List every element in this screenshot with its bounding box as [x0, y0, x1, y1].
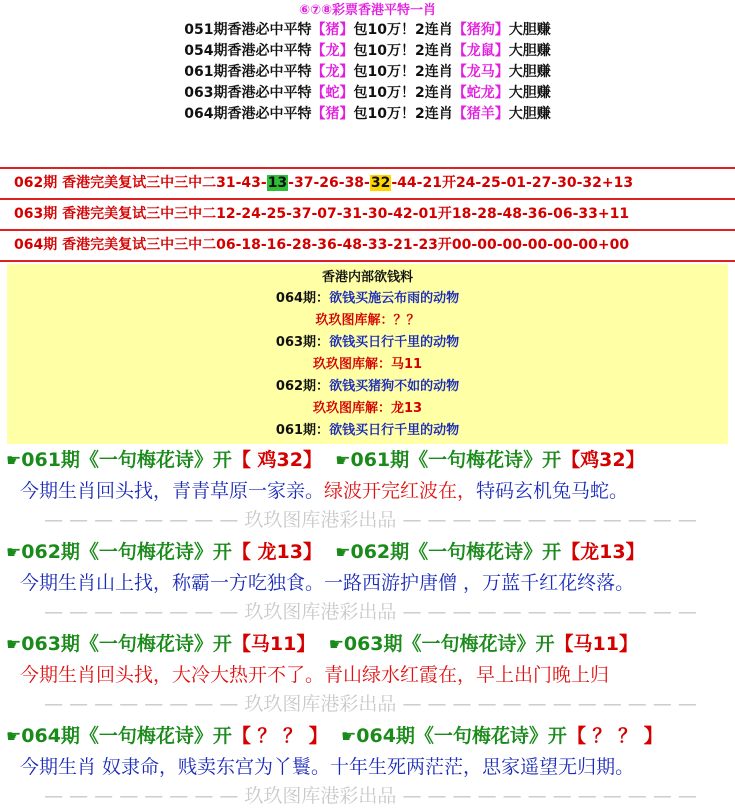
poem-header: [6, 628, 735, 660]
draw-text: -44-21开24-25-01-27-30-32+13: [391, 175, 634, 191]
insider-answer: 玖玖图库解：马11: [312, 357, 423, 372]
prediction-pair: 【猪羊】: [452, 106, 509, 122]
poem-verse: [6, 752, 735, 782]
poem-title: 062期《一句梅花诗》开: [21, 541, 232, 563]
prediction-suffix: 大胆赚: [508, 22, 551, 38]
insider-period: 062期：: [275, 379, 330, 394]
poem-title: 061期《一句梅花诗》开: [21, 449, 232, 471]
draw-results: [0, 167, 735, 262]
poem-zodiac: 【马11】: [231, 633, 316, 655]
poem-list: [0, 444, 735, 810]
prediction-line: [0, 104, 735, 125]
insider-period: 064期：: [275, 291, 330, 306]
poem-title: 064期《一句梅花诗》开: [21, 725, 232, 747]
insider-riddle: 欲钱买猪狗不如的动物: [329, 379, 460, 394]
prediction-suffix: 大胆赚: [508, 85, 551, 101]
draw-text: 064期 香港完美复试三中三中二06-18-16-28-36-48-33-21-23开00-00-00-00-00-00+00: [14, 237, 630, 253]
draw-hit-number: 32: [370, 175, 391, 191]
poem-header: [6, 444, 735, 476]
pointing-hand-icon: ☛: [6, 543, 22, 563]
poem-line: 思家遥望无归期。: [482, 756, 635, 778]
poem-zodiac: 【 ？ ？ 】: [566, 725, 663, 747]
draw-text: 063期 香港完美复试三中三中二12-24-25-37-07-31-30-42-01开18-28-48-36-06-33+11: [14, 206, 630, 222]
poem-line: 今期生肖回头找，青青草原一家亲。: [20, 480, 325, 502]
separator: — — — — — — — — 玖玖图库港彩出品 — — — — — — — — — — — —: [44, 601, 697, 623]
poem-line: 十年生死两茫茫，: [330, 756, 483, 778]
poem-header: [6, 720, 735, 752]
prediction-prefix: 064期香港必中平特: [184, 106, 312, 122]
pointing-hand-icon: ☛: [6, 451, 22, 471]
prediction-line: [0, 41, 735, 62]
prediction-mid: 包10万！2连肖: [353, 64, 453, 80]
prediction-pair: 【龙马】: [452, 64, 509, 80]
poem-title: 062期《一句梅花诗》开: [350, 541, 562, 563]
insider-period: 061期：: [275, 423, 330, 438]
draw-hit-number: 13: [267, 175, 288, 191]
poem-verse: [6, 568, 735, 598]
poem-block: [6, 628, 735, 718]
prediction-mid: 包10万！2连肖: [353, 43, 453, 59]
poem-zodiac: 【龙13】: [561, 541, 645, 563]
poem-block: [6, 444, 735, 534]
poem-header: [6, 536, 735, 568]
poem-line: 万蓝千红花终落。: [482, 572, 635, 594]
poem-zodiac: 【鸡32】: [561, 449, 645, 471]
section-title: ⑥⑦⑧彩票香港平特一肖: [298, 3, 437, 18]
draw-text: -37-26-38-: [288, 175, 370, 191]
prediction-suffix: 大胆赚: [508, 106, 551, 122]
poem-line: 今期生肖回头找，大冷大热开不了。: [20, 664, 325, 686]
poem-line: 特码玄机兔马蛇。: [476, 480, 629, 502]
poem-line: 今期生肖山上找，称霸一方吃独食。: [20, 572, 325, 594]
insider-question: [7, 288, 728, 310]
prediction-pair: 【猪狗】: [452, 22, 509, 38]
prediction-pair: 【龙鼠】: [452, 43, 509, 59]
pointing-hand-icon: ☛: [328, 635, 344, 655]
insider-question: [7, 332, 728, 354]
poem-verse: [6, 660, 735, 690]
poem-title: 063期《一句梅花诗》开: [21, 633, 232, 655]
separator: — — — — — — — — 玖玖图库港彩出品 — — — — — — — — — — — —: [44, 693, 697, 715]
prediction-prefix: 051期香港必中平特: [184, 22, 312, 38]
prediction-line: [0, 83, 735, 104]
pointing-hand-icon: ☛: [341, 727, 357, 747]
pointing-hand-icon: ☛: [335, 543, 351, 563]
prediction-zodiac: 【蛇】: [311, 85, 354, 101]
poem-zodiac: 【马11】: [554, 633, 638, 655]
insider-period: 063期：: [275, 335, 330, 350]
poem-zodiac: 【 ？ ？ 】: [231, 725, 328, 747]
poem-title: 063期《一句梅花诗》开: [343, 633, 555, 655]
draw-row: [0, 200, 735, 231]
poem-block: [6, 536, 735, 626]
poem-verse: [6, 476, 735, 506]
top-predictions: [0, 0, 735, 125]
prediction-prefix: 054期香港必中平特: [184, 43, 312, 59]
insider-answer: 玖玖图库解：？？: [315, 313, 420, 328]
poem-zodiac: 【 龙13】: [231, 541, 322, 563]
insider-riddle: 欲钱买日行千里的动物: [329, 423, 460, 438]
insider-answer: 玖玖图库解：龙13: [312, 401, 423, 416]
pointing-hand-icon: ☛: [335, 451, 351, 471]
insider-riddle: 欲钱买日行千里的动物: [329, 335, 460, 350]
poem-line: 早上出门晚上归: [476, 664, 610, 686]
prediction-prefix: 061期香港必中平特: [184, 64, 312, 80]
prediction-prefix: 063期香港必中平特: [184, 85, 312, 101]
insider-question: [7, 376, 728, 398]
poem-line: 一路西游护唐僧 ，: [324, 572, 483, 594]
draw-row: [0, 169, 735, 200]
poem-line: 今期生肖 奴隶命，贱卖东宫为丫鬟。: [20, 756, 331, 778]
insider-box: [7, 264, 728, 444]
prediction-zodiac: 【龙】: [311, 64, 354, 80]
prediction-zodiac: 【猪】: [311, 22, 354, 38]
separator: — — — — — — — — 玖玖图库港彩出品 — — — — — — — — — — — —: [44, 785, 697, 807]
prediction-mid: 包10万！2连肖: [353, 106, 453, 122]
prediction-zodiac: 【龙】: [311, 43, 354, 59]
pointing-hand-icon: ☛: [6, 727, 22, 747]
prediction-line: [0, 62, 735, 83]
poem-line: 青山绿水红霞在，: [324, 664, 477, 686]
draw-text: 062期 香港完美复试三中三中二31-43-: [14, 175, 267, 191]
poem-line: 绿波开完红波在，: [324, 480, 477, 502]
prediction-mid: 包10万！2连肖: [353, 85, 453, 101]
poem-title: 061期《一句梅花诗》开: [350, 449, 562, 471]
prediction-zodiac: 【猪】: [311, 106, 354, 122]
poem-title: 064期《一句梅花诗》开: [356, 725, 567, 747]
poem-zodiac: 【 鸡32】: [231, 449, 322, 471]
insider-title: 香港内部欲钱料: [321, 270, 413, 285]
prediction-line: [0, 20, 735, 41]
prediction-pair: 【蛇龙】: [452, 85, 509, 101]
draw-row: [0, 231, 735, 262]
prediction-mid: 包10万！2连肖: [353, 22, 453, 38]
separator: — — — — — — — — 玖玖图库港彩出品 — — — — — — — — — — — —: [44, 509, 697, 531]
insider-question: [7, 420, 728, 442]
prediction-suffix: 大胆赚: [508, 43, 551, 59]
pointing-hand-icon: ☛: [6, 635, 22, 655]
insider-riddle: 欲钱买施云布雨的动物: [329, 291, 460, 306]
prediction-suffix: 大胆赚: [508, 64, 551, 80]
poem-block: [6, 720, 735, 810]
